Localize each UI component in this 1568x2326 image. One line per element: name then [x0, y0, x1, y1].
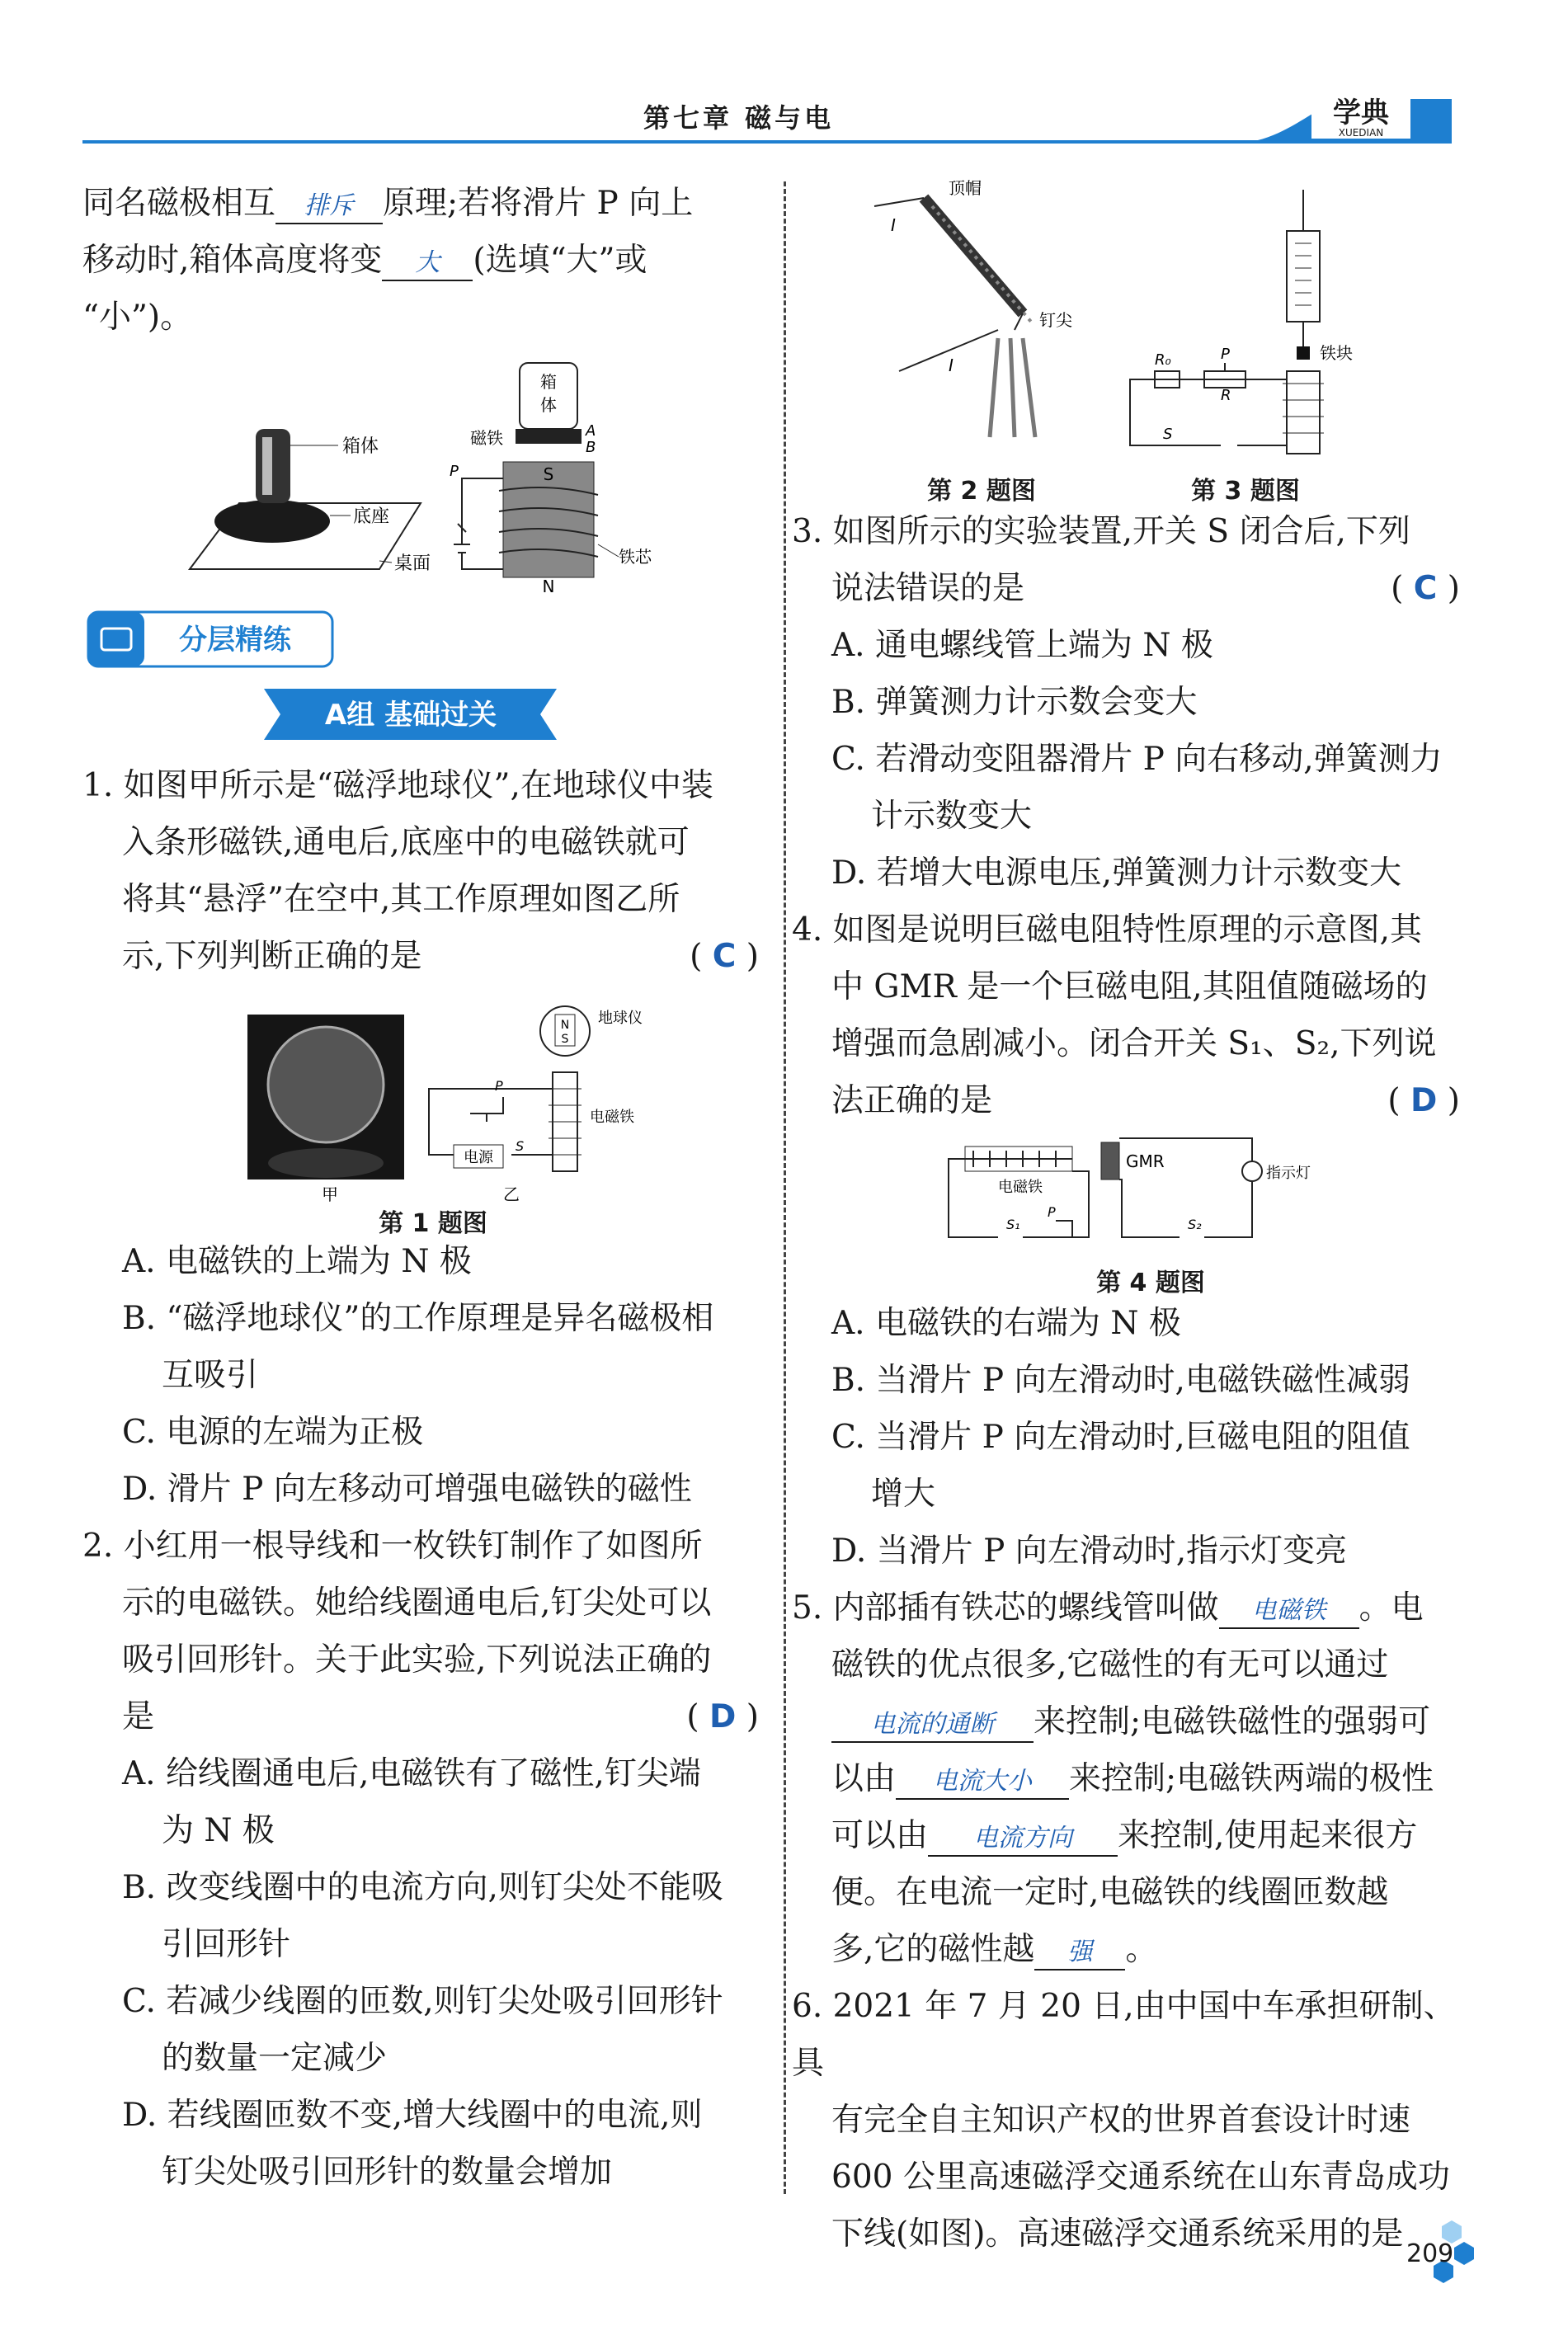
option-b: B. 改变线圈中的电流方向,则钉尖处不能吸	[122, 1869, 723, 1906]
option-b: B. 当滑片 P 向左滑动时,电磁铁磁性减弱	[831, 1362, 1410, 1399]
svg-text:R: R	[1221, 387, 1231, 404]
option-c: C. 若减少线圈的匝数,则钉尖处吸引回形针	[122, 1983, 723, 2020]
svg-text:P: P	[450, 463, 459, 480]
svg-text:底座: 底座	[353, 506, 390, 527]
svg-text:S: S	[561, 1033, 569, 1046]
publisher-logo	[1237, 91, 1452, 144]
question-3: 3. 如图所示的实验装置,开关 S 闭合后,下列 说法错误的是 ( C ) A. 通电螺线管上端为 N 极 B. 弹簧测力计示数会变大 C. 若滑动变阻器滑片 P 向右移动,弹簧测力 计示数变大 D. 若增大电源电压,弹簧测力计示数变大	[792, 503, 1460, 902]
option-c: C. 电源的左端为正极	[122, 1414, 424, 1451]
svg-text:A: A	[586, 422, 596, 440]
svg-text:地球仪: 地球仪	[598, 1010, 643, 1027]
option-a: A. 电磁铁的上端为 N 极	[122, 1243, 472, 1280]
answer-choice: D	[709, 1698, 737, 1735]
chapter-title: 第七章 磁与电	[643, 102, 835, 134]
svg-text:体: 体	[540, 395, 557, 415]
svg-text:N: N	[560, 1019, 570, 1032]
svg-text:I: I	[891, 215, 896, 235]
svg-text:甲: 甲	[322, 1184, 338, 1204]
logo-text: 学典	[1333, 97, 1389, 129]
question-4-options: A. 电磁铁的右端为 N 极 B. 当滑片 P 向左滑动时,电磁铁磁性减弱 C. 当滑片 P 向左滑动时,巨磁电阻的阻值 增大 D. 当滑片 P 向左滑动时,指示灯变亮	[792, 1295, 1460, 1580]
answer-blank: 大	[382, 247, 473, 281]
figure-4-caption: 第 4 题图	[1096, 1269, 1205, 1297]
figure-1	[239, 998, 652, 1212]
svg-text:S: S	[543, 464, 554, 484]
svg-text:GMR: GMR	[1126, 1151, 1165, 1171]
svg-text:分层精练: 分层精练	[179, 624, 291, 657]
question-1: 1. 如图甲所示是“磁浮地球仪”,在地球仪中装 入条形磁铁,通电后,底座中的电磁铁就可 将其“悬浮”在空中,其工作原理如图乙所 示,下列判断正确的是 ( C )	[82, 767, 759, 975]
column-divider	[784, 181, 786, 2194]
question-6: 6. 2021 年 7 月 20 日,由中国中车承担研制、具 有完全自主知识产权的世界首套设计时速 600 公里高速磁浮交通系统在山东青岛成功 下线(如图)。高速磁浮交通系统采用的是	[792, 1988, 1456, 2253]
svg-text:箱体: 箱体	[342, 436, 379, 457]
svg-text:磁铁: 磁铁	[470, 428, 503, 448]
figure-1-caption: 第 1 题图	[379, 1209, 487, 1238]
svg-text:S: S	[1163, 426, 1173, 443]
intro-text: 同名磁极相互 排斥 原理;若将滑片 P 向上 移动时,箱体高度将变 大 (选填“大”或 “小”)。	[82, 185, 694, 336]
group-banner	[264, 689, 557, 740]
svg-text:I: I	[949, 355, 954, 375]
svg-text:N: N	[542, 577, 555, 594]
intro-figure	[173, 346, 685, 594]
answer-choice: C	[712, 938, 737, 975]
answer-choice: D	[1410, 1082, 1438, 1119]
answer-blank: 强	[1034, 1936, 1125, 1971]
svg-text:指示灯: 指示灯	[1266, 1165, 1311, 1182]
answer-blank: 排斥	[275, 190, 383, 224]
svg-text:铁块: 铁块	[1320, 343, 1353, 363]
svg-text:A组 基础过关: A组 基础过关	[324, 699, 497, 732]
logo-subtext: XUEDIAN	[1338, 127, 1384, 139]
svg-text:S: S	[516, 1138, 525, 1154]
svg-text:铁芯: 铁芯	[619, 547, 652, 567]
option-c: C. 若滑动变阻器滑片 P 向右移动,弹簧测力	[831, 741, 1443, 778]
option-a: A. 给线圈通电后,电磁铁有了磁性,钉尖端	[122, 1755, 701, 1792]
option-a: A. 电磁铁的右端为 N 极	[831, 1305, 1181, 1342]
option-b: B. “磁浮地球仪”的工作原理是异名磁极相	[122, 1300, 714, 1337]
svg-text:S₂: S₂	[1188, 1217, 1202, 1232]
svg-text:桌面: 桌面	[394, 553, 431, 574]
figures-2-3	[858, 173, 1419, 470]
question-2: 2. 小红用一根导线和一枚铁钉制作了如图所 示的电磁铁。她给线圈通电后,钉尖处可以 吸引回形针。关于此实验,下列说法正确的 是 ( D ) A. 给线圈通电后,电磁铁有了磁性,钉尖端 为 N 极 B. 改变线圈中的电流方向,则钉尖处不能吸 引回形针 C. 若减少线圈的匝数,则钉尖处吸引回形针 的数量一定减少 D. 若线圈匝数不变,增大线圈中的电流,则 钉尖处吸引回形针的数量会增加	[82, 1528, 759, 2191]
svg-text:P: P	[495, 1078, 503, 1094]
option-b: B. 弹簧测力计示数会变大	[831, 684, 1198, 721]
figure-4	[940, 1130, 1369, 1254]
question-1-options: A. 电磁铁的上端为 N 极 B. “磁浮地球仪”的工作原理是异名磁极相 互吸引 C. 电源的左端为正极 D. 滑片 P 向左移动可增强电磁铁的磁性	[82, 1233, 759, 1518]
option-d: D. 当滑片 P 向左滑动时,指示灯变亮	[831, 1533, 1348, 1570]
question-4: 4. 如图是说明巨磁电阻特性原理的示意图,其 中 GMR 是一个巨磁电阻,其阻值随磁场的 增强而急剧减小。闭合开关 S₁、S₂,下列说 法正确的是 ( D )	[792, 911, 1460, 1119]
svg-text:电磁铁: 电磁铁	[998, 1179, 1043, 1196]
svg-text:P: P	[1048, 1204, 1056, 1220]
option-d: D. 若增大电源电压,弹簧测力计示数变大	[831, 855, 1402, 892]
svg-text:箱: 箱	[540, 372, 557, 392]
svg-text:B: B	[586, 439, 596, 456]
figure-2-caption: 第 2 题图	[927, 477, 1036, 506]
svg-text:S₁: S₁	[1006, 1217, 1020, 1232]
svg-text:P: P	[1221, 346, 1230, 363]
option-d: D. 滑片 P 向左移动可增强电磁铁的磁性	[122, 1471, 692, 1508]
svg-text:R₀: R₀	[1155, 351, 1171, 369]
svg-text:钉尖: 钉尖	[1039, 310, 1072, 330]
answer-blank: 电流大小	[896, 1765, 1069, 1800]
svg-text:电磁铁: 电磁铁	[590, 1109, 634, 1126]
answer-blank: 电磁铁	[1219, 1594, 1359, 1629]
answer-blank: 电流的通断	[831, 1708, 1034, 1743]
option-d: D. 若线圈匝数不变,增大线圈中的电流,则	[122, 2097, 703, 2134]
svg-text:顶帽: 顶帽	[949, 178, 982, 198]
section-badge	[87, 610, 334, 668]
svg-text:电源: 电源	[464, 1149, 493, 1166]
answer-choice: C	[1413, 570, 1438, 607]
question-5: 5. 内部插有铁芯的螺线管叫做 电磁铁 。电 磁铁的优点很多,它磁性的有无可以通过 电流的通断 来控制;电磁铁磁性的强弱可 以由 电流大小 来控制;电磁铁两端的极性 可以由 电流方向 来控制,使用起来很方 便。在电流一定时,电磁铁的线圈匝数越 多,它的磁性越 强 。	[792, 1580, 1460, 1978]
answer-blank: 电流方向	[928, 1822, 1118, 1857]
option-c: C. 当滑片 P 向左滑动时,巨磁电阻的阻值	[831, 1419, 1410, 1456]
page-number: 209	[1406, 2239, 1454, 2268]
figure-3-caption: 第 3 题图	[1191, 477, 1300, 506]
option-a: A. 通电螺线管上端为 N 极	[831, 627, 1213, 664]
svg-text:乙: 乙	[503, 1184, 520, 1204]
